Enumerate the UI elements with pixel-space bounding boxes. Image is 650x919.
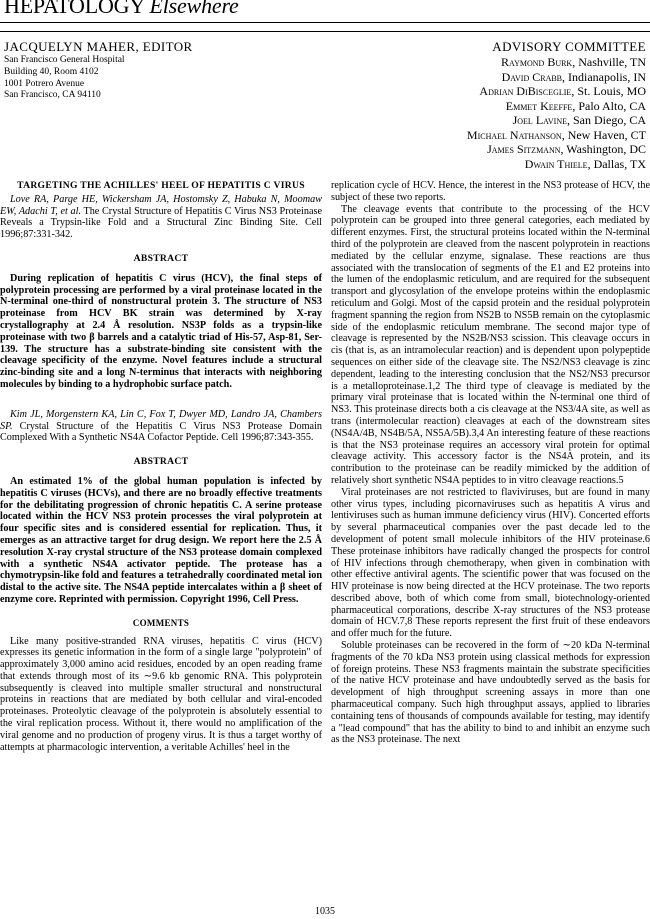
editor-name: JACQUELYN MAHER, EDITOR xyxy=(4,39,193,54)
committee-member: Joel Lavine, San Diego, CA xyxy=(512,113,646,127)
header-rule-top xyxy=(0,22,650,23)
committee-member: Emmet Keeffe, Palo Alto, CA xyxy=(505,98,646,113)
left-column xyxy=(0,180,322,753)
article-title: TARGETING THE ACHILLES' HEEL OF HEPATITIS C VIRUS xyxy=(17,180,305,191)
section-title xyxy=(4,0,239,18)
editor-address-line: Building 40, Room 4102 xyxy=(4,66,99,77)
citation-1: Love RA, Parge HE, Wickersham JA, Hostomsky Z, Habuka N, Moomaw EW, Adachi T, et al. The Crystal Structure of Hepatitis C Virus NS3 Proteinase Reveals a Trypsin-like Fold and a Structural Zinc Binding Site. Cell 1996;87:331-342. xyxy=(0,193,322,241)
header-rule-bottom xyxy=(0,31,650,32)
abstract-2: An estimated 1% of the global human population is infected by hepatitis C viruses (HCVs), and there are no broadly effective treatments for the debilitating progression of chronic hepatitis C. A serine protease located within the HCV NS3 protein processes the viral polyprotein at four specific sites and is considered essential for replication. Thus, it emerges as an attractive target for drug design. We report here the 2.5 Å resolution X-ray crystal structure of the NS3 protease domain complexed with a synthetic NS4A activator peptide. The protease has a chymotrypsin-like fold and features a tetrahedrally coordinated metal ion distal to the active site. The NS4A peptide intercalates within a β sheet of enzyme core. Reprinted with permission. Copyright 1996, Cell Press. xyxy=(0,475,322,605)
committee-member: Adrian DiBisceglie, St. Louis, MO xyxy=(479,84,646,98)
committee-title: ADVISORY COMMITTEE xyxy=(492,39,646,54)
section-title-main: HEPATOLOGY xyxy=(4,0,145,18)
committee-member: Raymond Burk, Nashville, TN xyxy=(501,55,646,69)
right-column xyxy=(331,180,650,746)
comment-paragraph: The cleavage events that contribute to the processing of the HCV polyprotein can be grouped into three general categories, each mediated by different enzymes. First, the structural proteins located within the N-terminal third of the polyprotein are cleaved from the nascent polyprotein in reactions mediated by the cellular enzyme, signalase. These reactions are thus associated with the translocation of segments of the E1 and E2 proteins into the lumen of the endoplasmic reticulum, and are required for the subsequent transport and glycosylation of the envelope proteins within the endoplasmic reticulum and Golgi. Most of the capsid protein and the residual polyprotein fragment spanning the region from NS2B to NS5B remain on the cytoplasmic side of the endoplasmic reticulum membrane. The second major type of cleavage is represented by the NS2B/NS3 scission. This cleavage occurs in cis (that is, as an intramolecular reaction) and is dependent upon polypeptide sequences on either side of the cleavage site. The NS2/NS3 cleavage is zinc dependent, leading to the interesting conclusion that the NS2/NS3 precursor is a metalloproteinase.1,2 The third type of cleavage is mediated by the primary viral proteinase that is located within the N-terminal one third of NS3. This proteinase directs both a cis cleavage at the NS3/4A site, as well as trans (intermolecular reaction) cleavages at each of the downstream sites (NS4A/4B, NS4B/5A, NS5A/5B).3,4 An interesting feature of these reactions is that the NS3 proteinase requires an accessory viral protein for optimal cleavage activity. This accessory factor is the NS4A protein, and its contribution to the proteinase can be readily mimicked by the addition of relatively short synthetic NS4A peptides to in vitro cleavage reactions.5 xyxy=(331,203,650,486)
committee-member: Dwain Thiele, Dallas, TX xyxy=(524,156,646,171)
comments-heading: COMMENTS xyxy=(132,617,190,628)
citation-2: Kim JL, Morgenstern KA, Lin C, Fox T, Dwyer MD, Landro JA, Chambers SP. Crystal Structure of the Hepatitis C Virus NS3 Protease Domain Complexed With a Synthetic NS4A Cofactor Peptide. Cell 1996;87:343-355. xyxy=(0,408,322,444)
editor-address-line: San Francisco, CA 94110 xyxy=(4,90,101,101)
page-number: 1035 xyxy=(315,906,335,917)
abstract-heading-2: ABSTRACT xyxy=(133,456,189,468)
editor-address-line: San Francisco General Hospital xyxy=(4,55,125,65)
comment-paragraph: Soluble proteinases can be recovered in the form of ∼20 kDa N-terminal fragments of the 70 kDa NS3 protein using classical methods for expression of foreign proteins. These NS3 fragments maintain the substrate specificities of the native HCV proteinase and have undoubtedly served as the basis for development of high throughput screening assays in more than one pharmaceutical company. Such high throughput assays, applied to libraries containing tens of thousands of compounds available for testing, may identify a "lead compound" that has the ability to bind to and inhibit an enzyme such as the NS3 proteinase. The next xyxy=(331,640,650,746)
comment-paragraph: replication cycle of HCV. Hence, the interest in the NS3 protease of HCV, the subject of these two reports. xyxy=(331,180,650,203)
committee-member: James Sitzmann, Washington, DC xyxy=(487,142,646,156)
advisory-committee xyxy=(467,40,646,171)
editor-block xyxy=(4,40,304,102)
comment-paragraph: Viral proteinases are not restricted to flaviviruses, but are found in many other virus types, including picornaviruses such as hepatitis A virus and lentiviruses such as human immune deficiency virus (HIV). Concerted efforts by several pharmaceutical companies over the past decade led to the development of potent small molecule inhibitors of the HIV proteinase.6 These proteinase inhibitors have radically changed the prospects for control of HIV infections through chemotherapy, when given in combination with other effective antiviral agents. The scientific power that was focused on the HIV proteinase is now being directed at the HCV proteinase. The two reports described above, both of which come from small, biotechnology-oriented pharmaceutical corporations, describe X-ray structures of the NS3 protease domain of HCV.7,8 These reports represent the first fruit of these endeavors and offer much for the future. xyxy=(331,486,650,640)
committee-member: David Crabb, Indianapolis, IN xyxy=(501,69,646,84)
abstract-1: During replication of hepatitis C virus (HCV), the final steps of polyprotein processing are performed by a viral proteinase located in the N-terminal one-third of nonstructural protein 3. The structure of NS3 proteinase from HCV BK strain was determined by X-ray crystallography at 2.4 Å resolution. NS3P folds as a trypsin-like proteinase with two β barrels and a catalytic triad of His-57, Asp-81, Ser-139. The structure has a substrate-binding site consistent with the cleavage specificity of the enzyme. Novel features include a structural zinc-binding site and a long N-terminus that interacts with neighboring molecules by binding to a hydrophobic surface patch. xyxy=(0,272,322,390)
committee-member: Michael Nathanson, New Haven, CT xyxy=(466,127,646,142)
editor-address-line: 1001 Potrero Avenue xyxy=(4,78,85,89)
section-title-italic: Elsewhere xyxy=(149,0,239,18)
comment-paragraph: Like many positive-stranded RNA viruses, hepatitis C virus (HCV) expresses its genetic information in the form of a single large "polyprotein" of approximately 3,000 amino acid residues, encoded by an open reading frame that extends through most of its ∼9.6 kb genomic RNA. This polyprotein subsequently is cleaved into multiple smaller structural and nonstructural proteins in reactions that are mediated by both cellular and viral-encoded proteinases. Proteolytic cleavage of the polyprotein is absolutely essential to the viral replication process. Without it, there would no amplification of the viral genome and no production of progeny virus. It is thus a target worthy of attempts at pharmacologic intervention, a veritable Achilles' heel in the xyxy=(0,635,322,753)
abstract-heading-1: ABSTRACT xyxy=(133,252,189,264)
